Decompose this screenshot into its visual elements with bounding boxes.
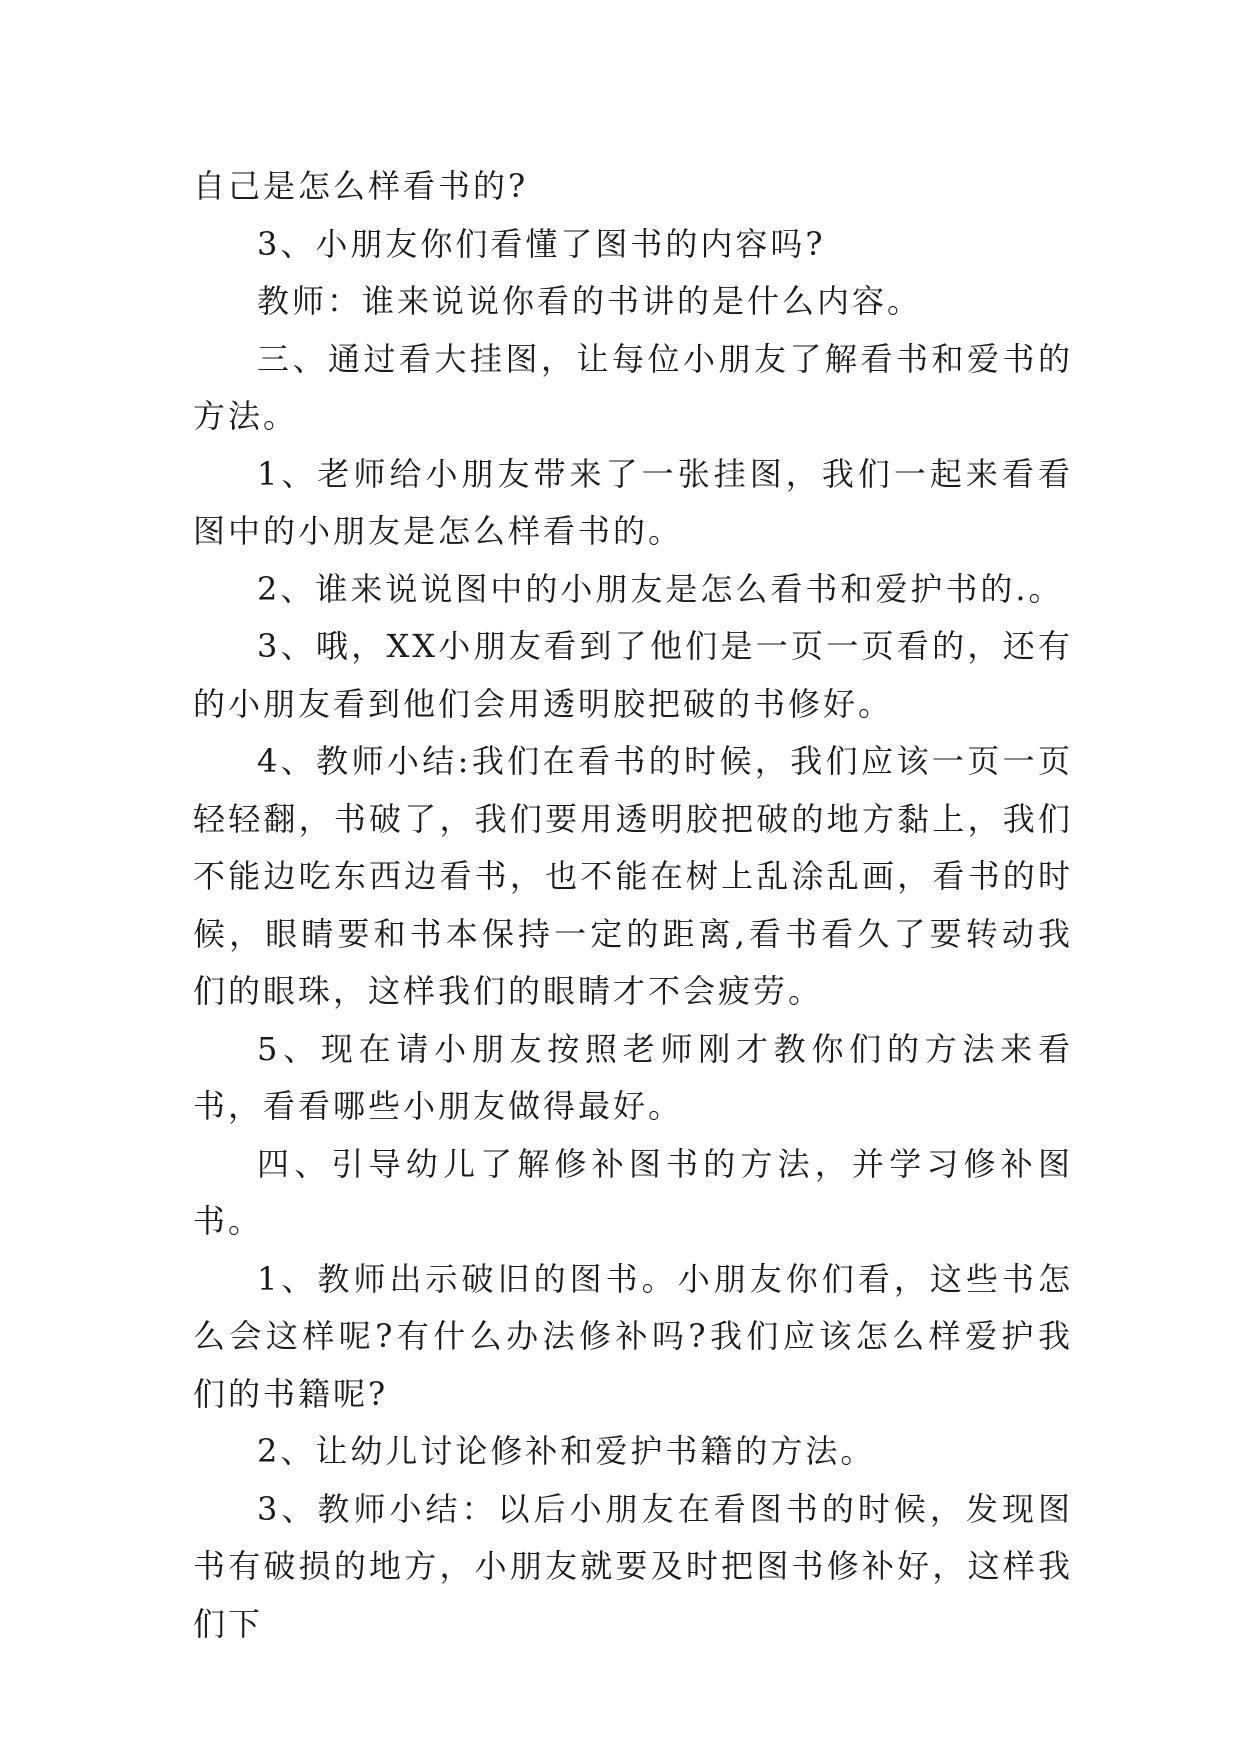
- paragraph-5: 1、老师给小朋友带来了一张挂图，我们一起来看看图中的小朋友是怎么样看书的。: [193, 454, 1073, 550]
- paragraph-1: 自己是怎么样看书的?: [193, 167, 529, 205]
- paragraph-6: 2、谁来说说图中的小朋友是怎么看书和爱护书的.。: [257, 569, 1064, 608]
- paragraph-8: 4、教师小结:我们在看书的时候，我们应该一页一页轻轻翻，书破了，我们要用透明胶把破的地方黏上，我们不能边吃东西边看书，也不能在树上乱涂乱画，看书的时候，眼睛要和书本保持一定的距离,看书看久了要转动我们的眼珠，这样我们的眼睛才不会疲劳。: [193, 742, 1073, 1010]
- section-heading-3: 三、通过看大挂图，让每位小朋友了解看书和爱书的方法。: [193, 339, 1073, 435]
- paragraph-13: 3、教师小结：以后小朋友在看图书的时候，发现图书有破损的地方，小朋友就要及时把图书修补好，这样我们下: [193, 1489, 1073, 1643]
- document-body: [193, 158, 1073, 1653]
- paragraph-12: 2、让幼儿讨论修补和爱护书籍的方法。: [257, 1432, 876, 1470]
- paragraph-9: 5、现在请小朋友按照老师刚才教你们的方法来看书，看看哪些小朋友做得最好。: [193, 1029, 1073, 1125]
- paragraph-11: 1、教师出示破旧的图书。小朋友你们看，这些书怎么会这样呢?有什么办法修补吗?我们应该怎么样爱护我们的书籍呢?: [193, 1259, 1073, 1413]
- section-heading-4: 四、引导幼儿了解修补图书的方法，并学习修补图书。: [193, 1144, 1073, 1240]
- paragraph-7: 3、哦，XX小朋友看到了他们是一页一页看的，还有的小朋友看到他们会用透明胶把破的书修好。: [193, 627, 1073, 723]
- paragraph-2: 3、小朋友你们看懂了图书的内容吗?: [257, 224, 826, 263]
- paragraph-3: 教师：谁来说说你看的书讲的是什么内容。: [257, 282, 923, 320]
